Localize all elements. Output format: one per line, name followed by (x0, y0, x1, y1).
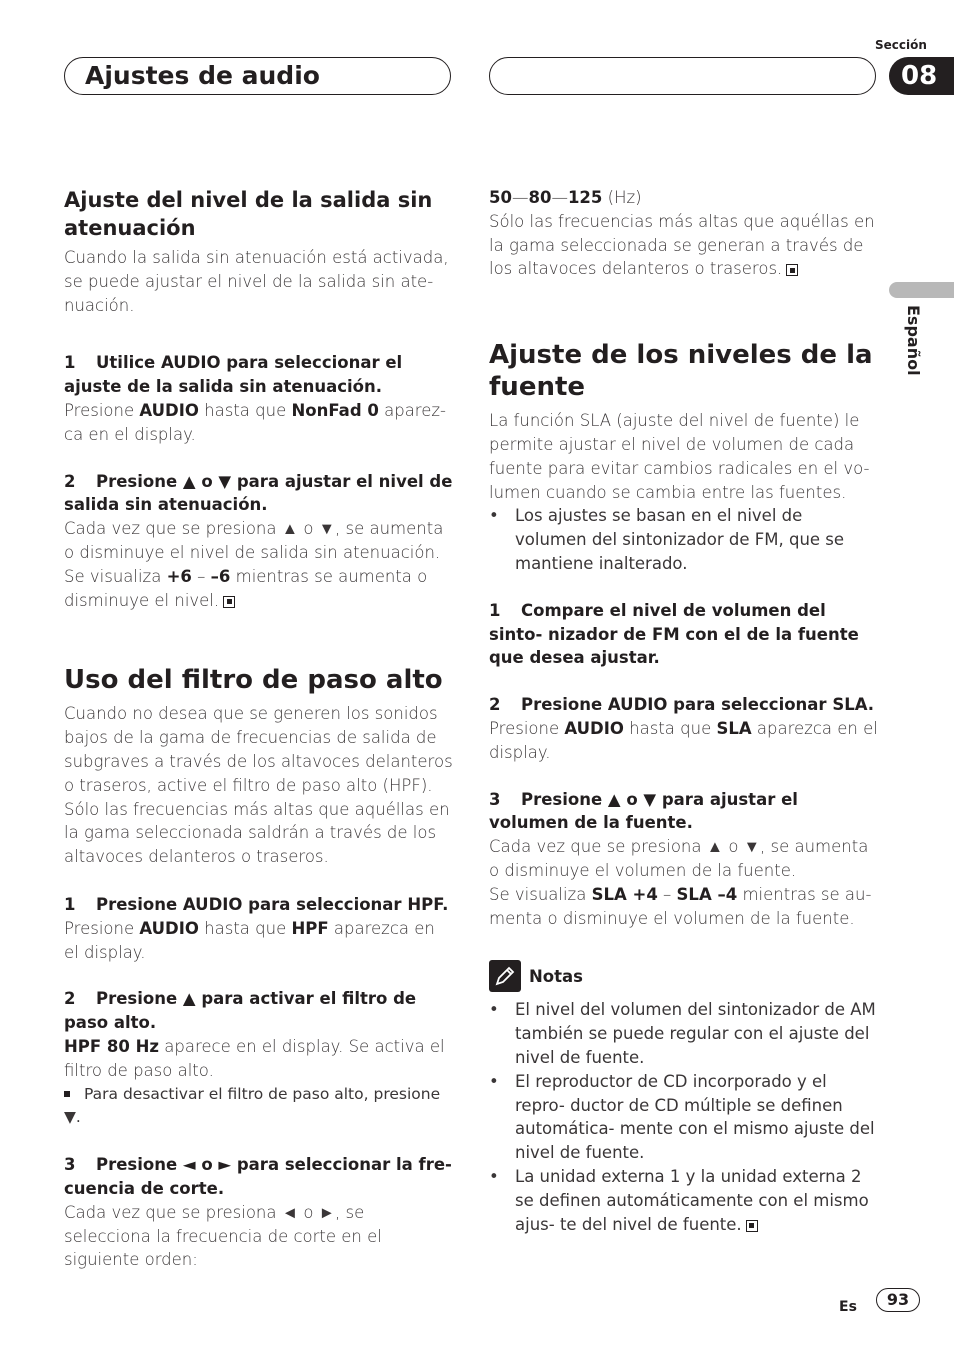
bullet-icon: • (489, 506, 499, 526)
list-item: • Los ajustes se basan en el nivel de volumen del sintonizador de FM, que se mantiene inalterado. (489, 506, 845, 573)
step-title: 2 Presione ▲ para activar el filtro de paso alto. (64, 989, 417, 1033)
header-title-frame (64, 57, 451, 95)
end-mark-icon (223, 596, 235, 608)
step-title: 2 Presione AUDIO para seleccionar SLA. (489, 695, 875, 715)
language-tab-marker (889, 282, 954, 298)
right-column (489, 186, 879, 1236)
step-title: 3 Presione ◄ o ► para seleccionar la fre- cuencia de corte. (64, 1155, 452, 1198)
list-item: • El nivel del volumen del sintonizador de AM también se puede regular con el ajuste del nivel de fuente. (489, 1000, 876, 1067)
step-body: Cada vez que se presiona ▲ o ▼, se aumenta o disminuye el volumen de la fuente. (489, 837, 869, 880)
notes-list (489, 998, 879, 1236)
notes-title: Notas (529, 966, 583, 986)
step-body: Presione AUDIO hasta que SLA aparezca en el display. (489, 718, 878, 762)
note-square-icon (64, 1091, 70, 1097)
section-heading-fader-level: Ajuste del nivel de la salida sin atenuación (64, 188, 433, 240)
frequency-text: Sólo las frecuencias más altas que aquéllas en la gama seleccionada se generan a través de los altavoces delanteros o traseros. (489, 211, 875, 279)
section-intro-sla: La función SLA (ajuste del nivel de fuente) le permite ajustar el nivel de volumen de cada fuente para evitar cambios radicales en el vo- lumen cuando se cambia entre las fuentes. (489, 411, 870, 502)
notes-header (489, 960, 879, 992)
step-body: Presione AUDIO hasta que HPF aparezca en el display. (64, 918, 435, 962)
step-body: Se visualiza SLA +4 – SLA –4 mientras se au- menta o disminuye el volumen de la fuente. (489, 884, 872, 928)
header-blank-frame (489, 57, 876, 95)
step-title: 1 Utilice AUDIO para seleccionar el ajuste de la salida sin atenuación. (64, 353, 403, 397)
step-title: 3 Presione ▲ o ▼ para ajustar el volumen de la fuente. (489, 789, 798, 833)
step-body: Cada vez que se presiona ▲ o ▼, se aumenta o disminuye el nivel de salida sin atenuación. (64, 519, 444, 562)
section-badge (889, 57, 954, 95)
left-column (64, 186, 454, 1272)
step-note: Para desactivar el filtro de paso alto, presione ▼. (64, 1084, 441, 1127)
step-body: Presione AUDIO hasta que NonFad 0 aparez- ca en el display. (64, 400, 446, 444)
pencil-note-icon (489, 960, 521, 992)
section-number: 08 (901, 61, 938, 91)
section-intro-hpf: Cuando no desea que se generen los sonidos bajos de la gama de frecuencias de salida de subgraves a través de los altavoces delanteros o traseros, active el filtro de paso alto (HPF). Sólo las frecuencias más altas que aquéllas en la gama seleccionada saldrán a través de los altavoces delanteros o traseros. (64, 704, 453, 867)
step-body: Se visualiza +6 – –6 mientras se aumenta o disminuye el nivel. (64, 566, 428, 610)
bullet-icon: • (489, 1071, 499, 1091)
step-title: 1 Compare el nivel de volumen del sinto- nizador de FM con el de la fuente que desea ajustar. (489, 600, 859, 668)
section-label: Sección (875, 38, 927, 52)
list-item: • El reproductor de CD incorporado y el repro- ductor de CD múltiple se definen automática- mente con el mismo ajuste del nivel de fuente. (489, 1071, 875, 1163)
page-header-title: Ajustes de audio (85, 61, 320, 90)
bullet-icon: • (489, 1166, 499, 1186)
step-title: 2 Presione ▲ o ▼ para ajustar el nivel de salida sin atenuación. (64, 471, 453, 515)
end-mark-icon (746, 1220, 758, 1232)
bullet-icon: • (489, 1000, 499, 1020)
step-body: Cada vez que se presiona ◄ o ►, se selecciona la frecuencia de corte en el siguiente orden: (64, 1202, 382, 1270)
section-intro-fader-level: Cuando la salida sin atenuación está activada, se puede ajustar el nivel de la salida sin ate- nuación. (64, 248, 449, 315)
end-mark-icon (786, 264, 798, 276)
step-body: HPF 80 Hz aparece en el display. Se activa el filtro de paso alto. (64, 1036, 445, 1080)
language-tab-label: Español (904, 305, 923, 376)
section-heading-sla: Ajuste de los niveles de la fuente (489, 340, 873, 403)
page-number: 93 (876, 1288, 920, 1312)
section-heading-hpf: Uso del filtro de paso alto (64, 665, 443, 696)
footer-language: Es (839, 1299, 857, 1315)
step-title: 1 Presione AUDIO para seleccionar HPF. (64, 894, 449, 914)
frequency-order: 50—80—125 (Hz) (489, 188, 642, 207)
list-item: • La unidad externa 1 y la unidad externa 2 se definen automáticamente con el mismo ajus- te del nivel de fuente. (489, 1166, 869, 1234)
